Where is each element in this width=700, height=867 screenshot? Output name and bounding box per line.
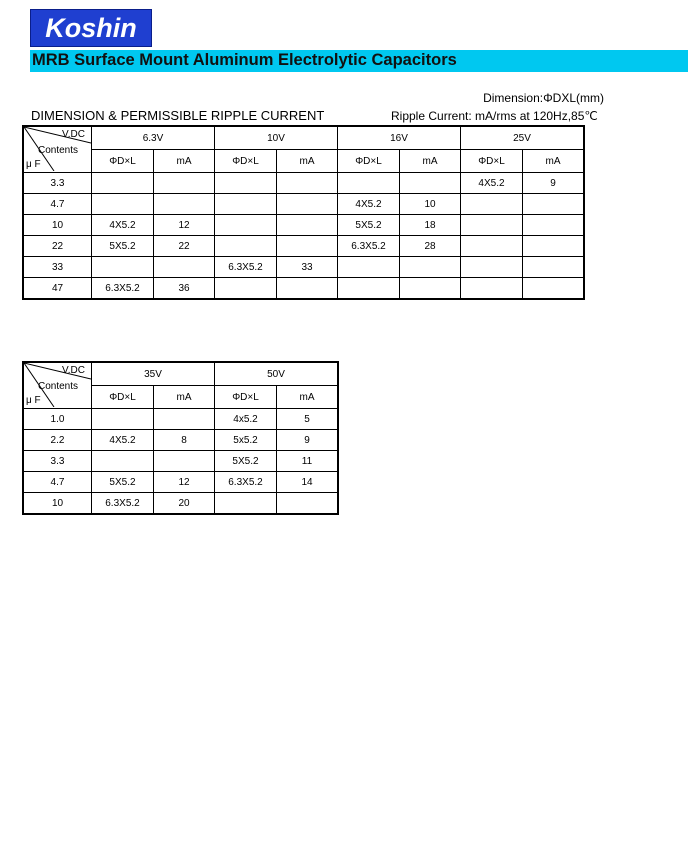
table-row bbox=[23, 194, 584, 215]
dim-col-header: ΦD×L bbox=[92, 150, 154, 173]
voltage-header: 6.3V bbox=[92, 126, 215, 150]
table-cell: 33 bbox=[277, 257, 338, 278]
table-cell: 9 bbox=[523, 173, 585, 194]
table-row bbox=[23, 472, 338, 493]
dim-col-header: ΦD×L bbox=[92, 386, 154, 409]
table-cell: 6.3X5.2 bbox=[338, 236, 400, 257]
table-cell bbox=[92, 257, 154, 278]
table-cell: 4x5.2 bbox=[215, 409, 277, 430]
table-cell bbox=[215, 194, 277, 215]
table-cell: 4X5.2 bbox=[338, 194, 400, 215]
voltage-header: 16V bbox=[338, 126, 461, 150]
koshin-logo bbox=[30, 9, 152, 47]
capacitance-cell: 3.3 bbox=[23, 173, 92, 194]
table-cell bbox=[400, 257, 461, 278]
table-cell bbox=[400, 278, 461, 300]
table-cell: 6.3X5.2 bbox=[215, 257, 277, 278]
table-cell: 14 bbox=[277, 472, 339, 493]
table-cell bbox=[338, 257, 400, 278]
table-cell: 6.3X5.2 bbox=[92, 278, 154, 300]
dimension-note: Dimension:ΦDXL(mm) bbox=[483, 91, 604, 105]
table-cell bbox=[523, 257, 585, 278]
table-row bbox=[23, 236, 584, 257]
table-cell bbox=[215, 278, 277, 300]
dim-col-header: ΦD×L bbox=[338, 150, 400, 173]
spec-table-high-voltage bbox=[22, 361, 339, 515]
corner-contents-label: Contents bbox=[38, 145, 79, 156]
table-cell bbox=[154, 257, 215, 278]
table-cell bbox=[461, 215, 523, 236]
ma-col-header: mA bbox=[277, 150, 338, 173]
table-cell: 18 bbox=[400, 215, 461, 236]
table-cell bbox=[154, 194, 215, 215]
table-cell bbox=[461, 278, 523, 300]
table-cell bbox=[92, 409, 154, 430]
table-cell bbox=[523, 215, 585, 236]
capacitance-cell: 1.0 bbox=[23, 409, 92, 430]
table-cell: 28 bbox=[400, 236, 461, 257]
capacitance-cell: 10 bbox=[23, 215, 92, 236]
table-cell bbox=[461, 236, 523, 257]
table-cell: 12 bbox=[154, 472, 215, 493]
table-cell: 5X5.2 bbox=[92, 236, 154, 257]
table-cell bbox=[277, 194, 338, 215]
table-cell: 6.3X5.2 bbox=[215, 472, 277, 493]
dim-col-header: ΦD×L bbox=[215, 386, 277, 409]
ma-col-header: mA bbox=[154, 386, 215, 409]
table-cell: 10 bbox=[400, 194, 461, 215]
table-cell bbox=[277, 236, 338, 257]
table-cell: 4X5.2 bbox=[461, 173, 523, 194]
table-cell bbox=[215, 493, 277, 515]
table-cell bbox=[154, 173, 215, 194]
spec-table-low-voltage bbox=[22, 125, 585, 300]
table-cell bbox=[400, 173, 461, 194]
table-cell: 4X5.2 bbox=[92, 430, 154, 451]
table-cell bbox=[92, 173, 154, 194]
voltage-header: 50V bbox=[215, 362, 339, 386]
capacitance-cell: 3.3 bbox=[23, 451, 92, 472]
table-row bbox=[23, 430, 338, 451]
ma-col-header: mA bbox=[277, 386, 339, 409]
page-title: MRB Surface Mount Aluminum Electrolytic Capacitors bbox=[32, 51, 457, 69]
table-cell bbox=[277, 493, 339, 515]
table-cell: 11 bbox=[277, 451, 339, 472]
table-cell: 8 bbox=[154, 430, 215, 451]
ripple-current-note: Ripple Current: mA/rms at 120Hz,85℃ bbox=[391, 109, 598, 123]
voltage-header: 25V bbox=[461, 126, 585, 150]
table-row bbox=[23, 278, 584, 300]
corner-contents-label: Contents bbox=[38, 381, 79, 392]
table-corner-header bbox=[23, 126, 92, 173]
table-cell: 9 bbox=[277, 430, 339, 451]
dim-col-header: ΦD×L bbox=[461, 150, 523, 173]
table-cell: 20 bbox=[154, 493, 215, 515]
ma-col-header: mA bbox=[523, 150, 585, 173]
table-cell bbox=[154, 451, 215, 472]
table-cell bbox=[215, 215, 277, 236]
table-row bbox=[23, 173, 584, 194]
table-cell bbox=[338, 173, 400, 194]
corner-vdc-label: V.DC bbox=[62, 365, 85, 376]
capacitance-cell: 22 bbox=[23, 236, 92, 257]
corner-uf-label: μ F bbox=[26, 395, 41, 406]
table-cell bbox=[92, 451, 154, 472]
table-cell: 5X5.2 bbox=[338, 215, 400, 236]
table-cell bbox=[523, 194, 585, 215]
table-cell: 36 bbox=[154, 278, 215, 300]
capacitance-cell: 10 bbox=[23, 493, 92, 515]
capacitance-cell: 4.7 bbox=[23, 194, 92, 215]
section-heading: DIMENSION & PERMISSIBLE RIPPLE CURRENT bbox=[31, 108, 325, 123]
ma-col-header: mA bbox=[400, 150, 461, 173]
table-cell bbox=[277, 278, 338, 300]
table-cell bbox=[338, 278, 400, 300]
table-cell: 4X5.2 bbox=[92, 215, 154, 236]
capacitance-cell: 47 bbox=[23, 278, 92, 300]
table-cell: 5x5.2 bbox=[215, 430, 277, 451]
table-cell: 5X5.2 bbox=[215, 451, 277, 472]
table-cell bbox=[215, 236, 277, 257]
capacitance-cell: 33 bbox=[23, 257, 92, 278]
logo-text: Koshin bbox=[45, 12, 137, 43]
table-cell: 12 bbox=[154, 215, 215, 236]
table-cell: 5 bbox=[277, 409, 339, 430]
table-row bbox=[23, 451, 338, 472]
ma-col-header: mA bbox=[154, 150, 215, 173]
table-row bbox=[23, 409, 338, 430]
table-cell bbox=[461, 257, 523, 278]
table-row bbox=[23, 493, 338, 515]
table-cell bbox=[523, 278, 585, 300]
capacitance-cell: 2.2 bbox=[23, 430, 92, 451]
table-cell bbox=[277, 173, 338, 194]
capacitance-cell: 4.7 bbox=[23, 472, 92, 493]
dim-col-header: ΦD×L bbox=[215, 150, 277, 173]
table-cell bbox=[277, 215, 338, 236]
table-cell bbox=[154, 409, 215, 430]
table-row bbox=[23, 215, 584, 236]
voltage-header: 10V bbox=[215, 126, 338, 150]
table-cell: 22 bbox=[154, 236, 215, 257]
table-cell bbox=[523, 236, 585, 257]
table-cell bbox=[461, 194, 523, 215]
table-corner-header bbox=[23, 362, 92, 409]
table-cell bbox=[92, 194, 154, 215]
table-cell: 6.3X5.2 bbox=[92, 493, 154, 515]
table-cell: 5X5.2 bbox=[92, 472, 154, 493]
voltage-header: 35V bbox=[92, 362, 215, 386]
table-row bbox=[23, 257, 584, 278]
corner-uf-label: μ F bbox=[26, 159, 41, 170]
corner-vdc-label: V.DC bbox=[62, 129, 85, 140]
title-bar bbox=[30, 50, 688, 72]
table-cell bbox=[215, 173, 277, 194]
